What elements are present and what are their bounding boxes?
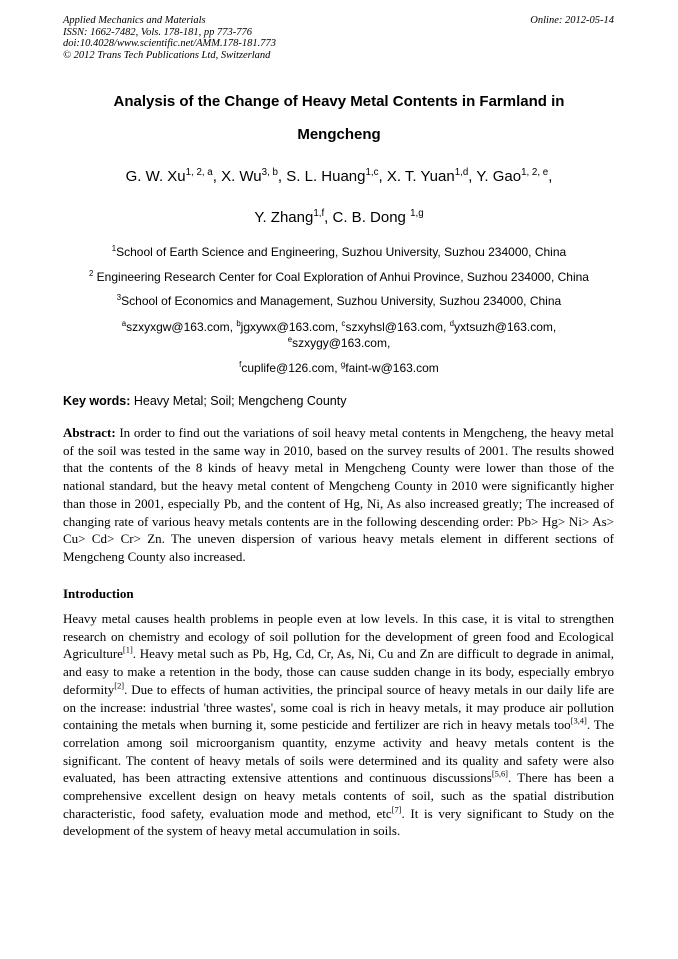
keywords-line xyxy=(63,394,346,408)
citation-ref: [1] xyxy=(122,645,133,656)
keywords-label: Key words: xyxy=(63,394,131,408)
email-address: szxyhsl@163.com, xyxy=(345,320,450,334)
affiliation-text: School of Economics and Management, Suzhou University, Suzhou 234000, China xyxy=(121,294,562,308)
introduction-heading: Introduction xyxy=(63,586,134,601)
email-sup: f xyxy=(239,360,242,369)
intro-text: . The correlation among soil microorganism quantity, enzyme activity and heavy metals content is the significant. The content of heavy metals of soils were determined and its quality and safety were also evaluated, has been attracting extensive attentions and continuous discussions xyxy=(63,717,615,786)
affiliation-text: School of Earth Science and Engineering, Suzhou University, Suzhou 234000, China xyxy=(116,245,567,259)
abstract-label: Abstract: xyxy=(63,425,116,440)
paper-title-line-2: Mengcheng xyxy=(297,126,381,143)
author-affil-sup: 1,g xyxy=(410,208,424,219)
author-affil-sup: 3, b xyxy=(261,167,278,178)
citation-ref: [7] xyxy=(391,804,402,815)
emails-line-2 xyxy=(50,336,628,350)
emails-line-1 xyxy=(50,320,628,334)
abstract-paragraph xyxy=(63,424,614,566)
intro-text: . Heavy metal such as Pb, Hg, Cd, Cr, As, Ni, Cu and Zn are difficult to degrade in animal, and easy to make a retention in the body, those can cause sudden change in its body, especially embryo deformity xyxy=(63,646,614,697)
introduction-paragraph xyxy=(63,610,614,840)
email-address: szxygy@163.com, xyxy=(292,336,391,350)
author-name: Y. Zhang xyxy=(254,209,314,226)
email-address: yxtsuzh@163.com, xyxy=(454,320,557,334)
email-sup: d xyxy=(449,319,455,328)
email-address: faint-w@163.com xyxy=(345,361,439,375)
email-sup: a xyxy=(121,319,127,328)
email-sup: b xyxy=(236,319,241,328)
issn-line: ISSN: 1662-7482, Vols. 178-181, pp 773-776 xyxy=(63,26,252,38)
copyright-line: © 2012 Trans Tech Publications Ltd, Switzerland xyxy=(63,49,271,61)
intro-text: . There has been a comprehensive excellent design on heavy metals contents of soil, such as the spatial distribution characteristic, food safety, evaluation mode and method, etc xyxy=(63,770,615,821)
author-name: X. T. Yuan xyxy=(386,168,455,185)
author-affil-sup: 1,d xyxy=(454,167,469,178)
journal-header xyxy=(63,15,276,61)
doi-line: doi:10.4028/www.scientific.net/AMM.178-181.773 xyxy=(63,38,276,49)
affiliation-sup: 1 xyxy=(111,244,117,253)
authors-line-1 xyxy=(63,168,615,185)
author-sep: , xyxy=(212,168,222,185)
author-sep: , xyxy=(548,168,553,185)
email-address: cuplife@126.com, xyxy=(241,361,341,375)
citation-ref: [3,4] xyxy=(570,715,587,726)
affiliation-sup: 3 xyxy=(116,293,122,302)
author-name: Y. Gao xyxy=(476,168,522,185)
email-address: szxyxgw@163.com, xyxy=(126,320,237,334)
author-affil-sup: 1, 2, a xyxy=(185,167,213,178)
author-name: X. Wu xyxy=(221,168,262,185)
citation-ref: [2] xyxy=(114,680,125,691)
author-affil-sup: 1,c xyxy=(365,167,379,178)
author-name: G. W. Xu xyxy=(125,168,186,185)
journal-name: Applied Mechanics and Materials xyxy=(63,15,206,26)
emails-line-3 xyxy=(50,361,628,375)
paper-title-line-1: Analysis of the Change of Heavy Metal Contents in Farmland in xyxy=(113,93,565,110)
affiliation-sup: 2 xyxy=(89,269,94,278)
affiliation-1 xyxy=(50,245,628,259)
email-sup: c xyxy=(341,319,346,328)
author-affil-sup: 1,f xyxy=(313,208,325,219)
author-affil-sup: 1, 2, e xyxy=(521,167,549,178)
author-sep: , xyxy=(378,168,387,185)
intro-text: . Due to effects of human activities, the principal source of heavy metals in our daily life are on the increase: industrial 'three wastes', some coal is rich in heavy metals, it may produce air pollution containing the metals when burning it, some pesticide and fertilizer are rich in heavy metals too xyxy=(63,681,614,733)
abstract-text: In order to find out the variations of soil heavy metal contents in Mengcheng, the heavy metal of the soil was tested in the same way in 2010, based on the survey results of 2001. The results showed that the contents of the 8 kinds of heavy metal in Mengcheng County were lower than those of the national standard, but the heavy metal content of Mengcheng County in 2010 were significantly higher than those in 2001, especially Pb, and the content of Hg, Ni, As also increased greatly; The increased of changing rate of various heavy metals contents are in the following descending order: Pb> Hg> Ni> As> Cu> Cd> Cr> Zn. The uneven dispersion of various heavy metals element in different sections of Mengcheng County also increased. xyxy=(63,425,614,564)
author-name: C. B. Dong xyxy=(332,209,411,226)
author-sep: , xyxy=(277,168,287,185)
affiliation-text: Engineering Research Center for Coal Exploration of Anhui Province, Suzhou 234000, China xyxy=(93,270,589,284)
keywords-text: Heavy Metal; Soil; Mengcheng County xyxy=(130,394,347,408)
author-name: S. L. Huang xyxy=(286,168,366,185)
intro-text: . It is very significant to Study on the development of the system of heavy metal accumulation in soils. xyxy=(63,805,614,839)
email-sup: e xyxy=(287,335,293,344)
email-address: jgxywx@163.com, xyxy=(240,320,342,334)
authors-line-2 xyxy=(63,209,615,226)
citation-ref: [5,6] xyxy=(491,769,508,779)
author-sep: , xyxy=(324,209,333,226)
author-sep: , xyxy=(468,168,477,185)
online-date: Online: 2012-05-14 xyxy=(530,15,614,26)
affiliation-3 xyxy=(50,294,628,308)
email-sup: g xyxy=(340,360,346,369)
affiliation-2 xyxy=(50,270,628,284)
intro-text: Heavy metal causes health problems in people even at low levels. In this case, it is vital to strengthen research on chemistry and ecology of soil pollution for the development of green food and Ecological Agriculture xyxy=(63,611,614,662)
